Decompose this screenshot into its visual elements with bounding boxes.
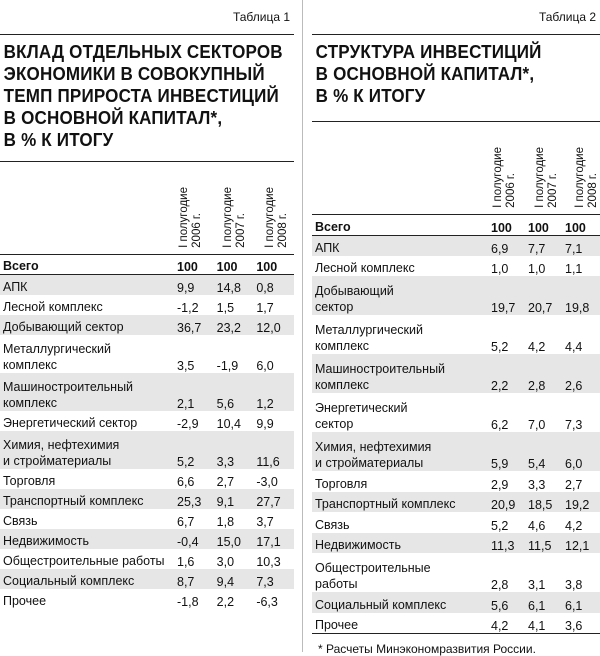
table-row	[312, 276, 600, 315]
cell-value: 4,2	[565, 518, 583, 533]
cell-value: 5,6	[215, 373, 255, 411]
cell-value: 15,0	[215, 529, 255, 549]
cell-value: 18,5	[526, 492, 563, 513]
cell-value: 36,7	[175, 315, 215, 335]
table-label: Таблица 2	[312, 0, 600, 35]
row-label-line: работы	[315, 577, 358, 591]
table-row	[312, 432, 600, 471]
cell-value: 10,4	[216, 416, 241, 431]
row-label-line: Транспортный комплекс	[3, 493, 144, 508]
cell-value: 11,3	[489, 533, 526, 554]
cell-value: 5,6	[489, 592, 526, 613]
cell-value: 0,8	[254, 275, 294, 295]
cell-value: 11,5	[526, 533, 563, 554]
table-row	[0, 529, 294, 549]
table-2-panel	[312, 0, 600, 656]
title-line: СТРУКТУРА ИНВЕСТИЦИЙ	[315, 41, 542, 62]
cell-value: -1,9	[216, 358, 239, 373]
cell-value: 4,2	[528, 340, 546, 354]
row-label	[312, 512, 489, 533]
cell-value: 12,1	[563, 533, 600, 554]
cell-value: 1,6	[177, 554, 195, 569]
cell-value: 3,6	[565, 619, 583, 633]
row-label-line: Химия, нефтехимия	[3, 437, 120, 452]
table-row	[0, 295, 294, 315]
row-label	[0, 431, 175, 469]
table-row	[312, 553, 600, 592]
row-label-line: сектор	[315, 300, 354, 314]
table-row	[312, 393, 600, 432]
cell-value: 9,4	[215, 569, 255, 589]
table-row	[0, 589, 294, 609]
row-label	[0, 469, 175, 489]
row-label	[312, 592, 489, 613]
cell-value: 2,9	[491, 477, 509, 492]
cell-value: 100	[526, 215, 563, 236]
cell-value: 2,7	[216, 474, 235, 489]
cell-value: 1,8	[216, 514, 235, 529]
row-label-line: Металлургический	[315, 323, 423, 337]
cell-value: 1,0	[491, 262, 509, 276]
cell-value: 7,3	[254, 569, 294, 589]
title-line: В % К ИТОГУ	[315, 85, 426, 106]
table-row	[312, 592, 600, 613]
table-row	[312, 512, 600, 533]
cell-value: 8,7	[175, 569, 215, 589]
data-table	[0, 254, 294, 609]
row-label	[312, 553, 489, 592]
cell-value: 6,1	[563, 592, 600, 613]
row-label	[312, 235, 489, 256]
divider	[302, 0, 303, 652]
cell-value: 4,1	[528, 619, 546, 633]
cell-value: 3,0	[216, 554, 235, 569]
row-label	[0, 589, 175, 609]
row-label	[0, 569, 175, 589]
cell-value: 1,0	[528, 262, 546, 276]
cell-value: 6,9	[489, 235, 526, 256]
row-label-line: АПК	[315, 240, 340, 255]
footnote: * Расчеты Минэкономразвития России.	[312, 633, 600, 656]
cell-value: 27,7	[254, 489, 294, 509]
row-label-line: Недвижимость	[3, 533, 89, 548]
cell-value: 3,1	[528, 578, 546, 592]
table-title	[312, 35, 577, 107]
row-label-line: комплекс	[315, 378, 370, 392]
cell-value: 2,6	[563, 354, 600, 393]
cell-value: 11,6	[254, 431, 294, 469]
row-label	[0, 335, 175, 373]
table-row	[0, 509, 294, 529]
table-title	[0, 35, 283, 151]
row-label-line: Социальный комплекс	[3, 573, 135, 588]
cell-value: 3,3	[528, 477, 546, 492]
table-row	[312, 235, 600, 256]
row-label	[312, 276, 489, 315]
cell-value: 6,1	[526, 592, 563, 613]
row-label-line: Машиностроительный	[3, 379, 134, 394]
cell-value: 6,0	[256, 358, 274, 373]
row-label-line: Социальный комплекс	[315, 597, 447, 612]
row-label	[312, 432, 489, 471]
row-label	[312, 533, 489, 554]
row-label	[0, 275, 175, 295]
row-label	[0, 509, 175, 529]
table-row	[312, 354, 600, 393]
table-row	[0, 489, 294, 509]
column-label: I полугодие 2006 г.	[178, 187, 203, 248]
cell-value: 100	[489, 215, 526, 236]
row-label	[312, 256, 489, 277]
column-label: I полугодие 2008 г.	[264, 187, 289, 248]
cell-value: 2,8	[526, 354, 563, 393]
row-label-line: сектор	[315, 417, 354, 431]
row-label-line: и стройматериалы	[3, 453, 112, 468]
row-label-line: Добывающий сектор	[3, 319, 124, 334]
cell-value: 5,4	[526, 432, 563, 471]
data-table	[312, 214, 600, 633]
table-row	[312, 471, 600, 492]
table-row	[312, 613, 600, 634]
cell-value: 1,7	[256, 300, 274, 315]
cell-value: 20,7	[526, 276, 563, 315]
cell-value: 2,8	[491, 578, 509, 592]
cell-value: 7,7	[526, 235, 563, 256]
row-label-line: Связь	[315, 517, 350, 532]
cell-value: 100	[175, 255, 215, 275]
row-label-line: Прочее	[3, 593, 47, 608]
table-row	[312, 215, 600, 236]
row-label	[0, 295, 175, 315]
title-line: ЭКОНОМИКИ В СОВОКУПНЫЙ	[3, 63, 265, 84]
cell-value: 1,1	[565, 262, 583, 276]
cell-value: -1,2	[177, 300, 199, 315]
row-label-line: комплекс	[3, 395, 58, 410]
row-label-line: Связь	[3, 513, 38, 528]
column-header	[0, 161, 294, 254]
cell-value: 6,6	[177, 474, 195, 489]
cell-value: -3,0	[256, 474, 278, 489]
row-label-line: комплекс	[3, 357, 58, 372]
row-label-line: Лесной комплекс	[3, 299, 103, 314]
column-label: I полугодие 2007 г.	[222, 187, 247, 248]
row-label	[0, 411, 175, 431]
cell-value: 100	[254, 255, 294, 275]
cell-value: 12,0	[254, 315, 294, 335]
row-label	[0, 315, 175, 335]
row-label-line: Всего	[315, 219, 351, 234]
row-label-line: Добывающий	[315, 284, 394, 298]
column-label: I полугодие 2006 г.	[492, 147, 517, 208]
row-label-line: АПК	[3, 279, 28, 294]
cell-value: -6,3	[256, 594, 278, 609]
cell-value: 1,5	[216, 300, 235, 315]
row-label-line: Машиностроительный	[315, 362, 446, 376]
table-row	[312, 315, 600, 354]
title-line: В ОСНОВНОЙ КАПИТАЛ*,	[3, 107, 223, 128]
row-label-line: Общестроительные	[315, 561, 431, 575]
cell-value: 14,8	[215, 275, 255, 295]
cell-value: 2,1	[175, 373, 215, 411]
cell-value: 5,2	[491, 340, 509, 354]
row-label	[312, 315, 489, 354]
cell-value: 9,1	[215, 489, 255, 509]
title-line: В ОСНОВНОЙ КАПИТАЛ*,	[315, 63, 535, 84]
table-row	[312, 492, 600, 513]
table-row	[312, 256, 600, 277]
cell-value: 23,2	[215, 315, 255, 335]
title-line: В % К ИТОГУ	[3, 129, 114, 150]
cell-value: 20,9	[489, 492, 526, 513]
table-1-panel	[0, 0, 294, 609]
row-label	[312, 354, 489, 393]
cell-value: 7,1	[563, 235, 600, 256]
cell-value: 2,2	[489, 354, 526, 393]
cell-value: 7,0	[528, 418, 546, 432]
table-row	[0, 255, 294, 275]
table-row	[0, 431, 294, 469]
row-label	[312, 492, 489, 513]
table-row	[0, 549, 294, 569]
row-label-line: Энергетический	[315, 401, 408, 415]
cell-value: 3,8	[565, 578, 583, 592]
cell-value: 5,2	[175, 431, 215, 469]
table-row	[312, 533, 600, 554]
cell-value: 1,2	[254, 373, 294, 411]
cell-value: 5,2	[491, 518, 509, 533]
row-label	[312, 393, 489, 432]
table-row	[0, 335, 294, 373]
column-label: I полугодие 2008 г.	[574, 147, 599, 208]
row-label-line: Торговля	[3, 473, 56, 488]
cell-value: 6,2	[491, 418, 509, 432]
cell-value: 2,2	[216, 594, 235, 609]
row-label-line: Лесной комплекс	[315, 261, 415, 275]
row-label	[0, 489, 175, 509]
row-label	[312, 471, 489, 492]
cell-value: 100	[215, 255, 255, 275]
table-row	[0, 315, 294, 335]
table-row	[0, 411, 294, 431]
row-label-line: Торговля	[315, 476, 368, 491]
row-label-line: и стройматериалы	[315, 456, 424, 470]
row-label-line: Общестроительные работы	[3, 553, 165, 568]
row-label	[312, 613, 489, 634]
row-label-line: Прочее	[315, 618, 359, 632]
cell-value: -0,4	[175, 529, 215, 549]
row-label-line: Всего	[3, 259, 39, 273]
cell-value: 6,7	[177, 514, 195, 529]
column-label: I полугодие 2007 г.	[534, 147, 559, 208]
cell-value: -2,9	[177, 416, 199, 431]
cell-value: 10,3	[256, 554, 281, 569]
table-row	[0, 569, 294, 589]
cell-value: 4,4	[565, 340, 583, 354]
cell-value: 9,9	[256, 416, 274, 431]
row-label-line: Химия, нефтехимия	[315, 440, 432, 454]
title-line: ТЕМП ПРИРОСТА ИНВЕСТИЦИЙ	[3, 85, 279, 106]
title-line: ВКЛАД ОТДЕЛЬНЫХ СЕКТОРОВ	[3, 41, 283, 62]
cell-value: 4,2	[491, 619, 509, 633]
table-row	[0, 373, 294, 411]
row-label-line: Недвижимость	[315, 538, 401, 552]
cell-value: 4,6	[528, 518, 546, 533]
table-row	[0, 275, 294, 295]
row-label	[0, 549, 175, 569]
table-row	[0, 469, 294, 489]
cell-value: 3,7	[256, 514, 274, 529]
cell-value: 3,3	[215, 431, 255, 469]
row-label-line: Металлургический	[3, 341, 111, 356]
cell-value: 100	[563, 215, 600, 236]
cell-value: -1,8	[177, 594, 199, 609]
cell-value: 3,5	[177, 358, 195, 373]
cell-value: 19,7	[489, 276, 526, 315]
cell-value: 2,7	[565, 477, 583, 492]
cell-value: 25,3	[175, 489, 215, 509]
row-label-line: Энергетический сектор	[3, 415, 138, 430]
row-label	[0, 529, 175, 549]
row-label	[0, 373, 175, 411]
table-label: Таблица 1	[0, 0, 294, 35]
column-header	[312, 121, 600, 214]
cell-value: 6,0	[563, 432, 600, 471]
row-label	[312, 215, 489, 236]
cell-value: 19,8	[563, 276, 600, 315]
row-label	[0, 255, 175, 275]
row-label-line: Транспортный комплекс	[315, 497, 456, 511]
cell-value: 5,9	[489, 432, 526, 471]
cell-value: 19,2	[563, 492, 600, 513]
row-label-line: комплекс	[315, 339, 370, 353]
cell-value: 7,3	[565, 418, 583, 432]
cell-value: 9,9	[175, 275, 215, 295]
cell-value: 17,1	[254, 529, 294, 549]
